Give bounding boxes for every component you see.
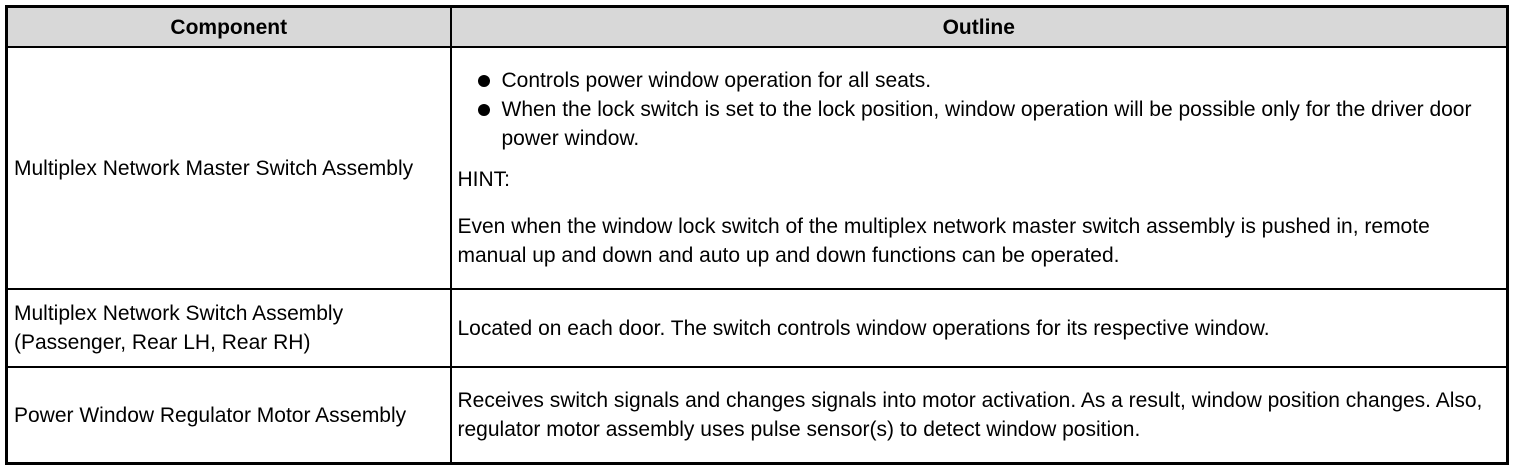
list-item xyxy=(458,95,1501,153)
outline-cell xyxy=(451,47,1508,289)
bullet-icon xyxy=(478,75,490,87)
component-table-container xyxy=(5,5,1506,465)
hint-label: HINT: xyxy=(457,168,510,191)
component-cell: Multiplex Network Switch Assembly (Passenger, Rear LH, Rear RH) xyxy=(7,289,451,367)
outline-cell: Receives switch signals and changes signals into motor activation. As a result, window position changes. Also, regulator motor assembly uses pulse sensor(s) to detect window position. xyxy=(451,367,1508,464)
table-header-row xyxy=(7,7,1508,48)
bullet-icon xyxy=(478,104,490,116)
outline-bullet-list xyxy=(458,66,1501,153)
component-cell: Multiplex Network Master Switch Assembly xyxy=(7,47,451,289)
component-outline-table xyxy=(5,5,1509,465)
table-row xyxy=(7,289,1508,367)
bullet-text: When the lock switch is set to the lock position, window operation will be possible only for the driver door power window. xyxy=(501,98,1472,150)
header-component: Component xyxy=(7,7,451,48)
table-row xyxy=(7,47,1508,289)
bullet-text: Controls power window operation for all seats. xyxy=(501,69,932,92)
hint-text: Even when the window lock switch of the multiplex network master switch assembly is pushed in, remote manual up and down and auto up and down functions can be operated. xyxy=(457,215,1430,267)
list-item xyxy=(458,66,1501,95)
outline-cell: Located on each door. The switch controls window operations for its respective window. xyxy=(451,289,1508,367)
table-row xyxy=(7,367,1508,464)
component-cell: Power Window Regulator Motor Assembly xyxy=(7,367,451,464)
header-outline: Outline xyxy=(451,7,1508,48)
